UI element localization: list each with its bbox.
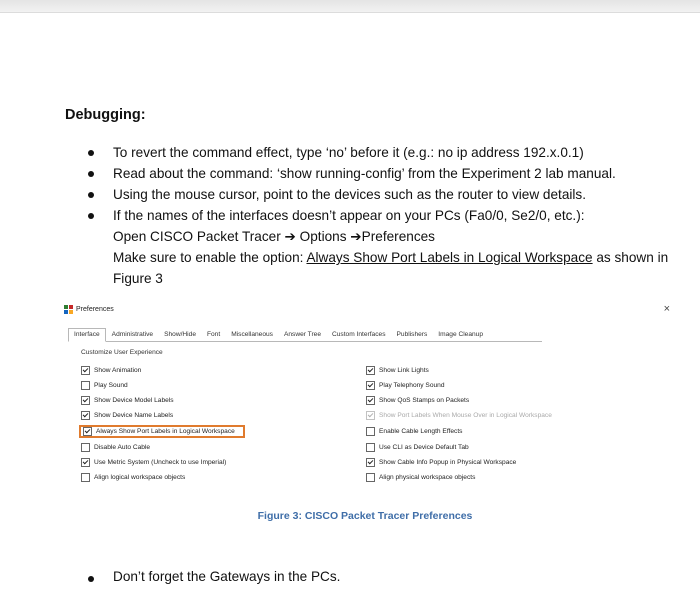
checkbox-label: Play Telephony Sound xyxy=(379,382,445,389)
checkbox-unchecked-icon[interactable] xyxy=(81,381,90,390)
section-heading: Debugging: xyxy=(65,107,146,123)
checkbox-label: Align logical workspace objects xyxy=(94,474,186,481)
checkbox-checked-icon[interactable] xyxy=(81,396,90,405)
checkbox-label: Show Device Name Labels xyxy=(94,412,174,419)
checkbox-checked-icon[interactable] xyxy=(366,458,375,467)
list-item xyxy=(88,205,678,289)
instruction-text: Make sure to enable the option: xyxy=(113,250,307,265)
checkbox-unchecked-icon[interactable] xyxy=(366,443,375,452)
checkbox-unchecked-icon[interactable] xyxy=(81,443,90,452)
checkbox-label: Show Device Model Labels xyxy=(94,397,174,404)
tab-miscellaneous[interactable]: Miscellaneous xyxy=(231,331,273,338)
checkbox-show-qos-stamps[interactable] xyxy=(366,395,469,406)
tab-image-cleanup[interactable]: Image Cleanup xyxy=(438,331,484,338)
list-item xyxy=(88,569,340,584)
packet-tracer-icon xyxy=(64,305,73,314)
checkbox-show-device-model-labels[interactable] xyxy=(81,395,174,406)
checkbox-align-logical-workspace[interactable] xyxy=(81,472,185,483)
bullet-icon xyxy=(88,213,94,219)
bullet-icon xyxy=(88,171,94,177)
checkbox-unchecked-icon[interactable] xyxy=(366,473,375,482)
tab-custom-interfaces[interactable]: Custom Interfaces xyxy=(331,331,386,338)
checkbox-checked-icon[interactable] xyxy=(81,411,90,420)
checkbox-checked-icon[interactable] xyxy=(81,458,90,467)
checkbox-enable-cable-length-effects[interactable] xyxy=(366,426,462,437)
preferences-titlebar xyxy=(64,305,114,314)
instruction-line: Figure 3 xyxy=(113,271,163,286)
checkbox-label: Show Animation xyxy=(94,367,142,374)
checkbox-show-cable-info-popup[interactable] xyxy=(366,457,516,468)
tab-interface[interactable]: Interface xyxy=(68,328,106,342)
checkbox-unchecked-icon[interactable] xyxy=(366,427,375,436)
checkbox-label: Enable Cable Length Effects xyxy=(379,428,463,435)
bullet-list xyxy=(88,142,678,289)
preferences-screenshot xyxy=(64,300,670,496)
bullet-icon xyxy=(88,150,94,156)
checkbox-show-animation[interactable] xyxy=(81,365,141,376)
checkbox-label: Show QoS Stamps on Packets xyxy=(379,397,470,404)
checkbox-align-physical-workspace[interactable] xyxy=(366,472,475,483)
group-label: Customize User Experience xyxy=(81,349,163,356)
checkbox-checked-icon[interactable] xyxy=(366,396,375,405)
checkbox-checked-icon[interactable] xyxy=(81,366,90,375)
checkbox-label: Use Metric System (Uncheck to use Imperial) xyxy=(94,459,227,466)
preferences-tabs xyxy=(68,326,542,342)
list-item xyxy=(88,163,678,184)
instruction-line xyxy=(113,247,678,268)
checkbox-label: Show Port Labels When Mouse Over in Logical Workspace xyxy=(379,412,552,419)
checkbox-show-device-name-labels[interactable] xyxy=(81,410,173,421)
checkbox-use-metric-system[interactable] xyxy=(81,457,226,468)
checkbox-always-show-port-labels[interactable] xyxy=(83,426,235,437)
close-icon[interactable]: × xyxy=(663,303,670,315)
list-item xyxy=(88,184,678,205)
bullet-text: Using the mouse cursor, point to the devices such as the router to view details. xyxy=(113,187,587,202)
checkbox-label: Disable Auto Cable xyxy=(94,444,151,451)
bullet-text: If the names of the interfaces doesn’t appear on your PCs (Fa0/0, Se2/0, etc.): xyxy=(113,208,585,223)
top-bar xyxy=(0,0,700,13)
checkbox-play-sound[interactable] xyxy=(81,380,128,391)
checkbox-checked-icon xyxy=(366,411,375,420)
checkbox-label: Show Link Lights xyxy=(379,367,429,374)
checkbox-checked-icon[interactable] xyxy=(366,381,375,390)
preferences-title: Preferences xyxy=(76,306,114,313)
list-item xyxy=(88,142,678,163)
checkbox-unchecked-icon[interactable] xyxy=(81,473,90,482)
checkbox-checked-icon[interactable] xyxy=(366,366,375,375)
bullet-text: To revert the command effect, type ‘no’ before it (e.g.: no ip address 192.x.0.1) xyxy=(113,145,584,160)
checkbox-show-link-lights[interactable] xyxy=(366,365,429,376)
tab-answer-tree[interactable]: Answer Tree xyxy=(283,331,321,338)
instruction-text: as shown in xyxy=(592,250,669,265)
tab-administrative[interactable]: Administrative xyxy=(111,331,154,338)
figure-caption: Figure 3: CISCO Packet Tracer Preferences xyxy=(257,510,473,522)
bullet-icon xyxy=(88,192,94,198)
option-name-underlined: Always Show Port Labels in Logical Workspace xyxy=(306,250,593,265)
tab-publishers[interactable]: Publishers xyxy=(396,331,428,338)
checkbox-label: Use CLI as Device Default Tab xyxy=(379,444,469,451)
bullet-text: Read about the command: ‘show running-config’ from the Experiment 2 lab manual. xyxy=(113,166,616,181)
bullet-icon xyxy=(88,576,94,582)
checkbox-use-cli-default-tab[interactable] xyxy=(366,442,469,453)
instruction-line: Open CISCO Packet Tracer ➔ Options ➔Preferences xyxy=(113,229,435,244)
checkbox-show-port-labels-mouse-over xyxy=(366,410,552,421)
tab-font[interactable]: Font xyxy=(206,331,221,338)
checkbox-checked-icon[interactable] xyxy=(83,427,92,436)
checkbox-disable-auto-cable[interactable] xyxy=(81,442,150,453)
checkbox-label: Always Show Port Labels in Logical Workspace xyxy=(96,428,235,435)
bullet-text: Don’t forget the Gateways in the PCs. xyxy=(113,569,341,584)
checkbox-play-telephony-sound[interactable] xyxy=(366,380,445,391)
checkbox-label: Align physical workspace objects xyxy=(379,474,476,481)
checkbox-label: Play Sound xyxy=(94,382,128,389)
tab-show-hide[interactable]: Show/Hide xyxy=(164,331,196,338)
checkbox-label: Show Cable Info Popup in Physical Workspace xyxy=(379,459,517,466)
